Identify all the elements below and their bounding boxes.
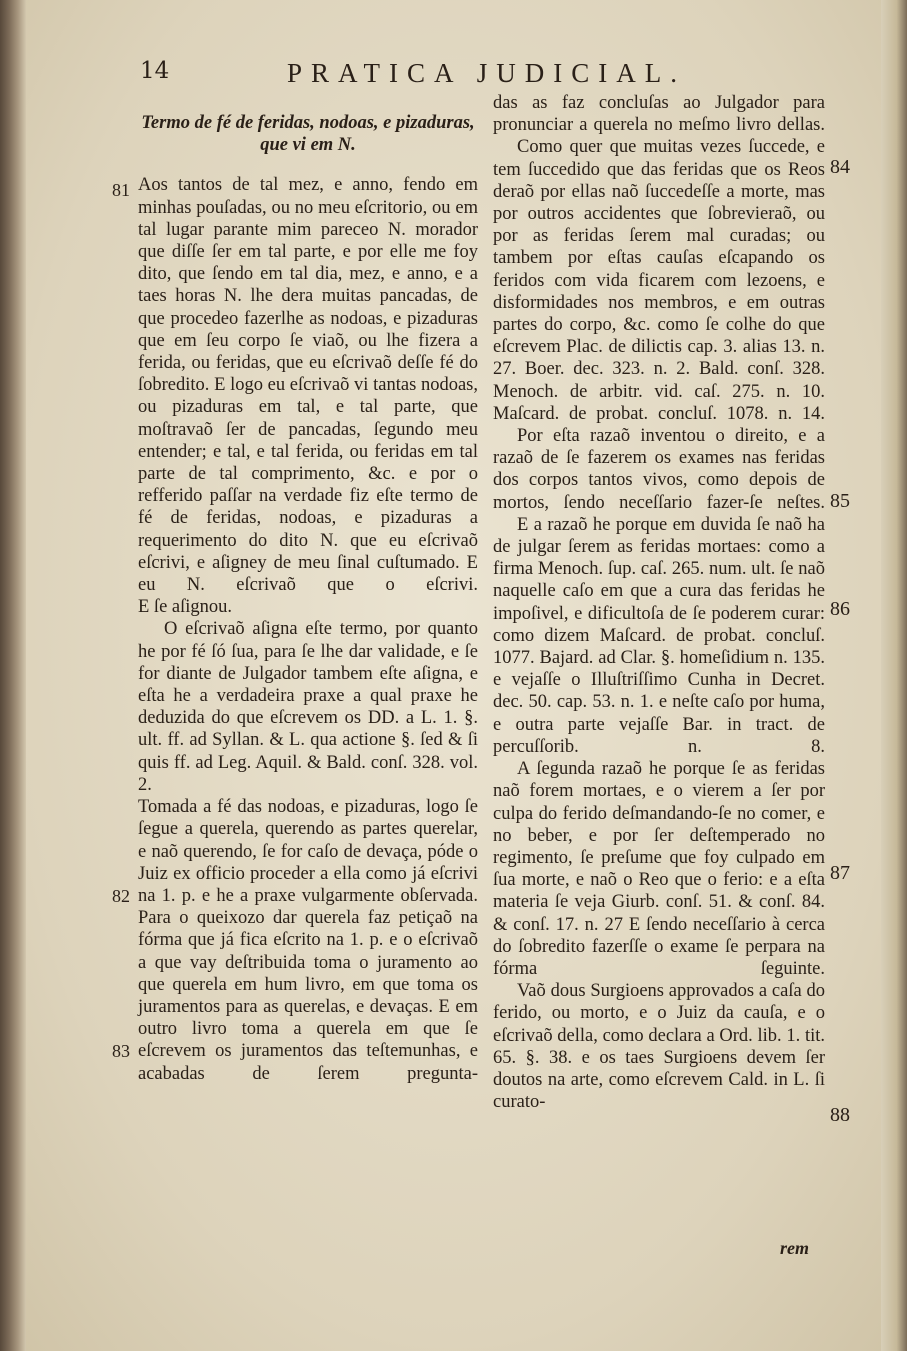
catchword: rem [780,1238,809,1258]
page-number: 14 [140,58,170,84]
margin-number: 88 [830,1104,850,1126]
paragraph-85: Por eſta razaõ inventou o direito, e a razaõ de ſe fazerem os exames nas feridas dos corpos tantos vivos, como depois de mortos, ſendo neceſſario fazer-ſe neſtes. [493,426,825,513]
paragraph-continued: das as faz concluſas ao Julgador para pronunciar a querela no meſmo livro dellas. [493,93,825,136]
margin-number: 87 [830,862,850,884]
paragraph-86: E a razaõ he porque em duvida ſe naõ ha de julgar ſerem as feridas mortaes: como a firma Menoch. ſup. caſ. 265. num. ult. ſe naõ naquelle caſo em que a cura das feridas he impoſivel, e dificultoſa de ſe poderem curar: como dizem Maſcard. de probat. concluſ. 1077. Bajard. ad Clar. §. homeſidium n. 135. e vejaſſe o Illuſtriſſimo Cunha in Decret. dec. 50. cap. 53. n. 1. e neſte caſo por huma, e outra parte vejaſſe Bar. in tract. de percuſſorib. n. 8. [493,514,825,757]
margin-number: 81 [112,180,130,200]
margin-number: 83 [112,1041,130,1061]
paragraph-signature: E ſe aſignou. [138,597,233,618]
paragraph-83: Para o queixozo dar querela faz petiçaõ na fórma que já fica eſcrito na 1. p. e o eſcrivaõ a que vay deſtribuida toma o juramento ao que querela em hum livro, em que toma os juramentos para as querelas, e devaças. E em outro livro toma a querela em que ſe eſcrevem os juramentos das teſtemunhas, e acabadas de ſerem pregunta- [138,908,478,1084]
paragraph-note: O eſcrivaõ aſigna eſte termo, por quanto he por fé ſó ſua, para ſe lhe dar validade, e ſe for diante de Julgador tambem eſte aſigna, e eſta he a verdadeira praxe a qual praxe he deduzida do que eſcrevem os DD. a L. 1. §. ult. ff. ad Syllan. & L. qua actione §. ſed & ſi quis ff. ad Leg. Aquil. & Bald. conſ. 328. vol. 2. [138,619,478,795]
margin-number: 86 [830,598,850,620]
right-column [493,92,825,1113]
margin-number: 85 [830,490,850,512]
margin-number: 82 [112,886,130,906]
paragraph-81: Aos tantos de tal mez, e anno, fendo em minhas pouſadas, ou no meu eſcritorio, ou em tal lugar parante mim pareceo N. morador que diſſe ſer em tal parte, e por elle me foy dito, que ſendo em tal dia, mez, e anno, e a taes horas N. lhe dera muitas pancadas, de que procedeo fazerlhe as nodoas, e pizaduras que em ſeu corpo ſe viaõ, ou lhe fizera a ferida, ou feridas, que eu eſcrivaõ deſſe fé do ſobredito. E logo eu eſcrivaõ vi tantas nodoas, ou pizaduras em tal, e tal parte, que moſtravaõ ſer de pancadas, ſegundo meu entender; e tal, e tal ferida, ou feridas em tal parte de tal comprimento, &c. e por o refferido paſſar na verdade fiz eſte termo de fé de feridas, nodoas, e pizaduras a requerimento do dito N. que eu eſcrivaõ eſcrivi, e aſigney de meu ſinal cuſtumado. E eu N. eſcrivaõ que o eſcrivi. [138,175,478,596]
running-head: PRATICA JUDICIAL. [287,58,687,88]
left-column [138,112,478,1085]
paragraph-88: Vaõ dous Surgioens approvados a caſa do ferido, ou morto, e o Juiz da cauſa, e o eſcrivaõ della, como declara a Ord. lib. 1. tit. 65. §. 38. e os taes Surgioens devem ſer doutos na arte, como eſcrevem Cald. in L. ſi curato- [493,981,825,1113]
margin-number: 84 [830,156,850,178]
page-edge [881,0,907,1351]
paragraph-82: Tomada a fé das nodoas, e pizaduras, logo ſe ſegue a querela, querendo as partes querelar, e naõ querendo, ſe for caſo de devaça, póde o Juiz ex officio proceder a ella como já eſcrivi na 1. p. e he a praxe vulgarmente obſervada. [138,797,478,906]
paragraph-87: A ſegunda razaõ he porque ſe as feridas naõ forem mortaes, e o vierem a ſer por culpa do ferido deſmandando-ſe no comer, e no beber, e por ſer deſtemperado no regimento, ſe preſume que foy culpado em ſua morte, e naõ o Reo que o ferio: e a eſta materia ſe veja Giurb. conſ. 51. & conſ. 84. & conſ. 17. n. 27 E ſendo neceſſario à cerca do ſobredito fazerſſe o exame ſe perpara na fórma ſeguinte. [493,759,825,979]
paragraph-84: Como quer que muitas vezes ſuccede, e tem ſuccedido que das feridas que os Reos deraõ por ellas naõ ſuccedeſſe a morte, mas por outros accidentes que ſobrevieraõ, ou por as feridas ſerem mal curadas; ou tambem por eſtas cauſas eſcapando os feridos com vida ficarem com lezoens, e disformidades nos membros, e em outras partes do corpo, &c. como ſe colhe do que eſcrevem Plac. de dilictis cap. 3. alias 13. n. 27. Boer. dec. 323. n. 2. Bald. conſ. 328. Menoch. de arbitr. vid. caſ. 275. n. 10. Maſcard. de probat. concluſ. 1078. n. 14. [493,137,825,424]
book-binding [0,0,26,1351]
section-title: Termo de fé de feridas, nodoas, e pizaduras, que vi em N. [141,113,475,156]
